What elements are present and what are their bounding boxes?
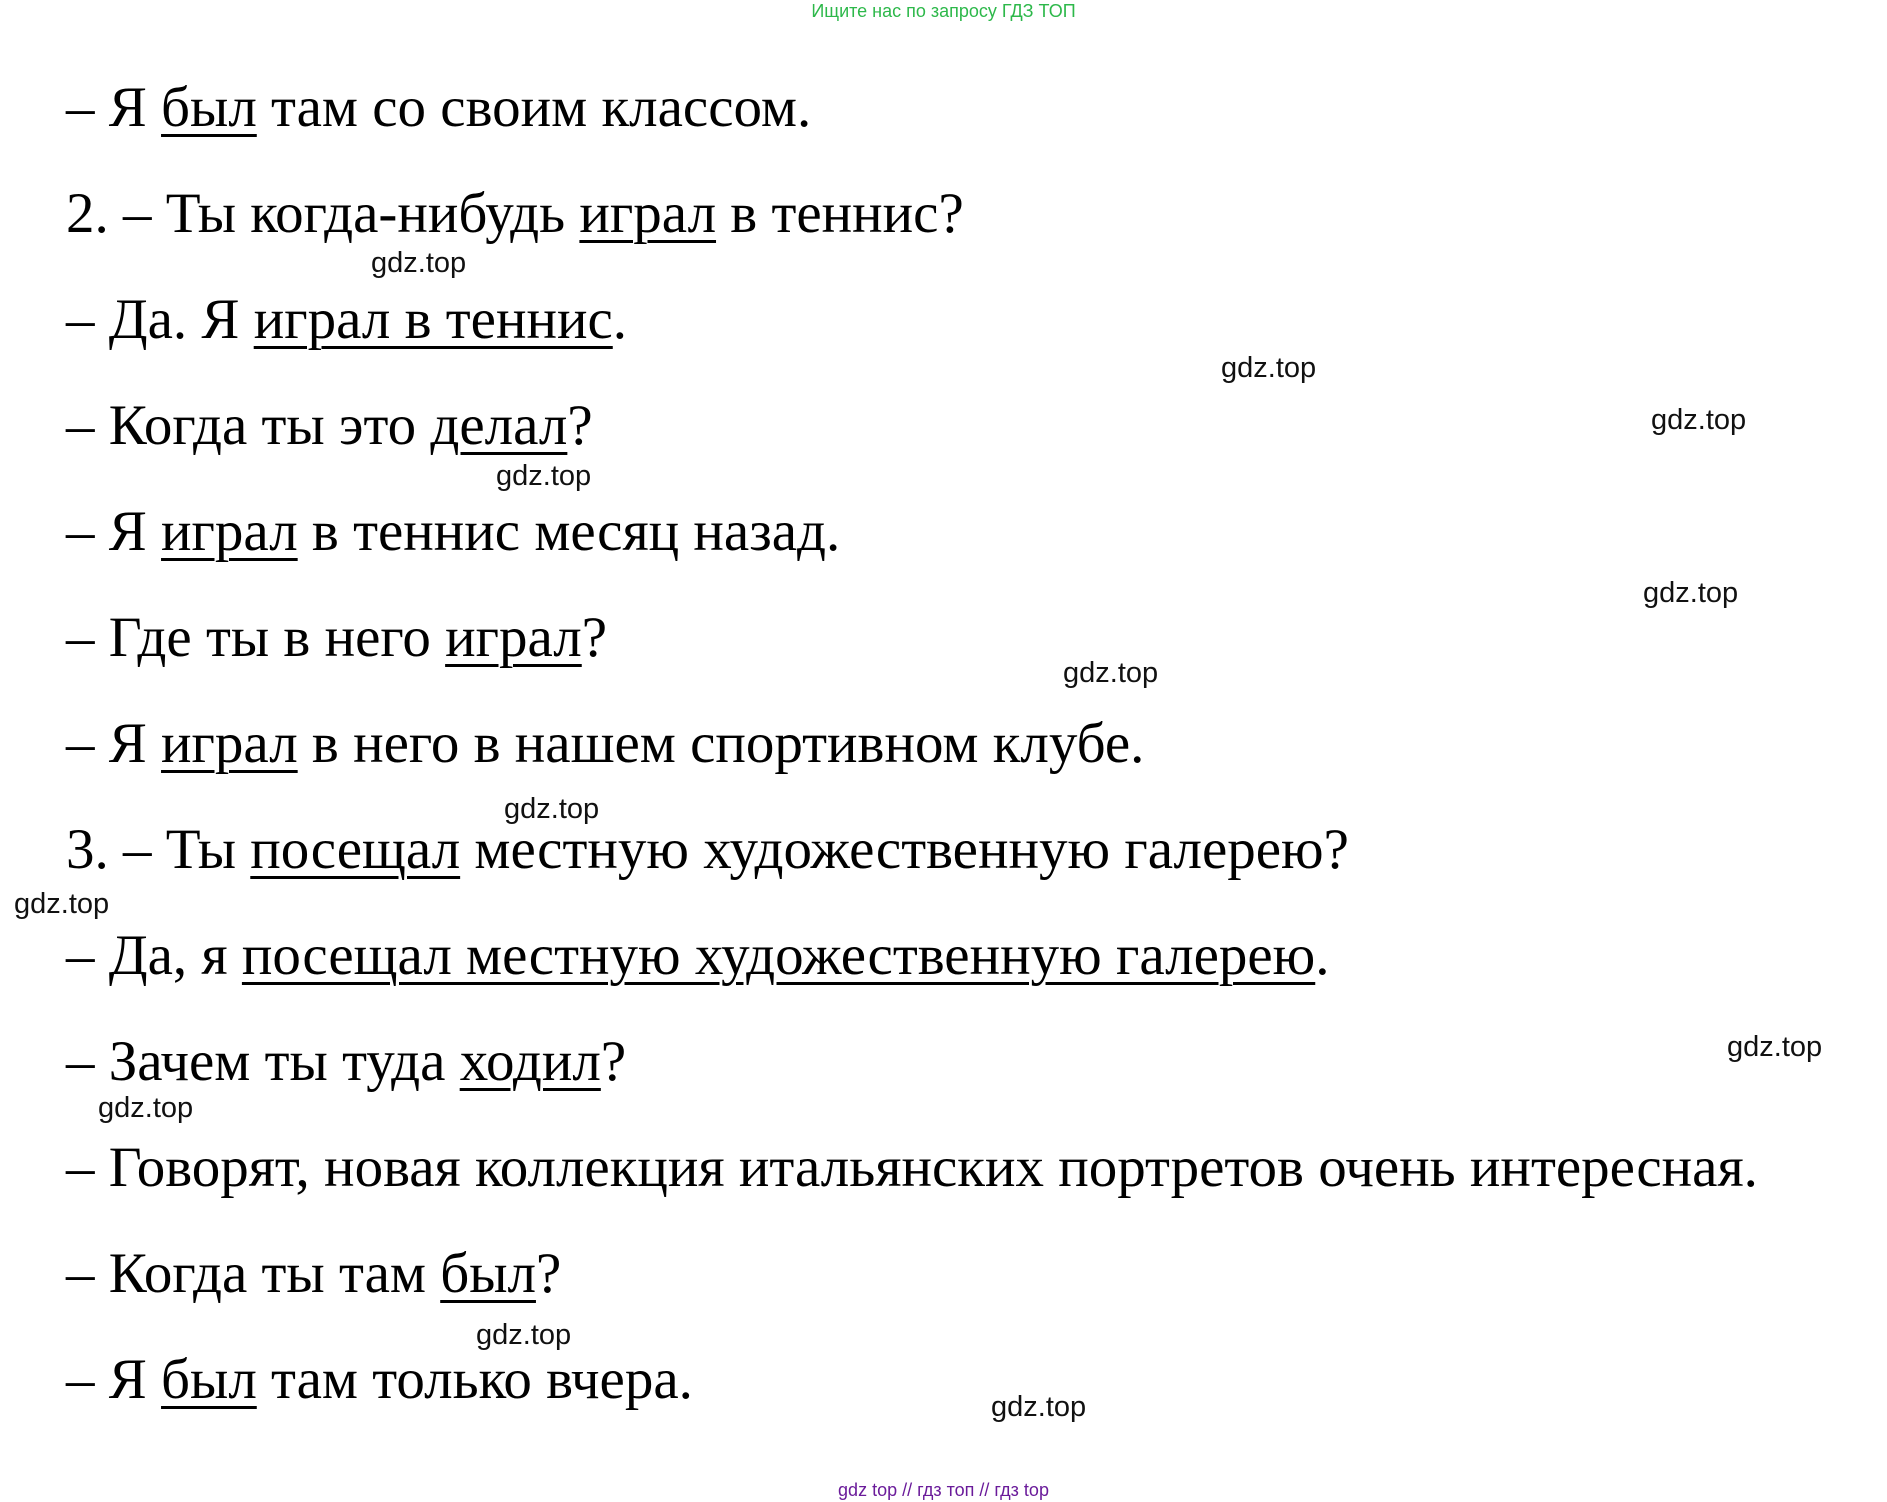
underlined-verb: посещал bbox=[250, 818, 461, 881]
underlined-verb: играл bbox=[579, 182, 717, 245]
watermark: gdz.top bbox=[476, 1319, 572, 1351]
line-text: ? bbox=[581, 606, 608, 669]
line-text: ? bbox=[567, 394, 593, 457]
line-text: в теннис? bbox=[716, 182, 964, 245]
underlined-verb: играл в теннис bbox=[253, 288, 613, 351]
line-text: – Когда ты там bbox=[66, 1242, 441, 1305]
text-line-6 bbox=[66, 606, 607, 670]
top-banner: Ищите нас по запросу ГДЗ ТОП bbox=[811, 1, 1076, 21]
line-text: – Говорят, новая коллекция итальянских портретов очень интересная. bbox=[66, 1136, 1758, 1199]
text-line-4 bbox=[66, 394, 593, 458]
line-text: в него в нашем спортивном клубе. bbox=[297, 712, 1145, 775]
line-text: – Да. Я bbox=[66, 288, 254, 351]
text-line-8 bbox=[66, 818, 1349, 882]
underlined-verb: делал bbox=[430, 394, 568, 457]
line-text: – Я bbox=[66, 76, 162, 139]
text-line-5 bbox=[66, 500, 840, 564]
text-line-10 bbox=[66, 1030, 626, 1094]
footer-links: gdz top // гдз топ // гдз top bbox=[838, 1480, 1049, 1500]
line-text: ? bbox=[535, 1242, 562, 1305]
watermark: gdz.top bbox=[98, 1092, 194, 1124]
line-text: – Я bbox=[66, 712, 162, 775]
line-text: – Я bbox=[66, 1348, 162, 1411]
watermark: gdz.top bbox=[504, 793, 600, 825]
watermark: gdz.top bbox=[1221, 352, 1317, 384]
watermark: gdz.top bbox=[496, 460, 592, 492]
line-text: – Я bbox=[66, 500, 162, 563]
text-line-2 bbox=[66, 182, 964, 246]
line-text: . bbox=[612, 288, 628, 351]
line-text: – Зачем ты туда bbox=[66, 1030, 460, 1093]
watermark: gdz.top bbox=[1643, 577, 1739, 609]
line-text: 3. – Ты bbox=[66, 818, 251, 881]
line-text: местную художественную галерею? bbox=[460, 818, 1349, 881]
text-line-1 bbox=[66, 76, 811, 140]
watermark: gdz.top bbox=[1063, 657, 1159, 689]
line-text: там только вчера. bbox=[256, 1348, 693, 1411]
underlined-verb: был bbox=[161, 76, 257, 139]
line-text: . bbox=[1315, 924, 1330, 987]
watermark: gdz.top bbox=[371, 247, 467, 279]
underlined-verb: посещал местную художественную галерею bbox=[241, 924, 1316, 987]
line-text: – Да, я bbox=[66, 924, 242, 987]
line-text: – Где ты в него bbox=[66, 606, 446, 669]
underlined-verb: был bbox=[440, 1242, 536, 1305]
line-text: ? bbox=[600, 1030, 627, 1093]
line-text: 2. – Ты когда-нибудь bbox=[66, 182, 580, 245]
text-line-7 bbox=[66, 712, 1144, 776]
underlined-verb: ходил bbox=[459, 1030, 601, 1093]
underlined-verb: был bbox=[161, 1348, 257, 1411]
watermark: gdz.top bbox=[1651, 404, 1747, 436]
watermark: gdz.top bbox=[14, 888, 110, 920]
text-line-12 bbox=[66, 1242, 561, 1306]
text-line-13 bbox=[66, 1348, 693, 1412]
line-text: там со своим классом. bbox=[256, 76, 812, 139]
underlined-verb: играл bbox=[445, 606, 582, 669]
text-line-3 bbox=[66, 288, 627, 352]
watermark: gdz.top bbox=[991, 1391, 1087, 1423]
text-line-11 bbox=[66, 1136, 1758, 1200]
text-line-9 bbox=[66, 924, 1330, 988]
watermark: gdz.top bbox=[1727, 1031, 1823, 1063]
underlined-verb: играл bbox=[161, 712, 298, 775]
line-text: в теннис месяц назад. bbox=[297, 500, 841, 563]
underlined-verb: играл bbox=[161, 500, 298, 563]
line-text: – Когда ты это bbox=[66, 394, 431, 457]
